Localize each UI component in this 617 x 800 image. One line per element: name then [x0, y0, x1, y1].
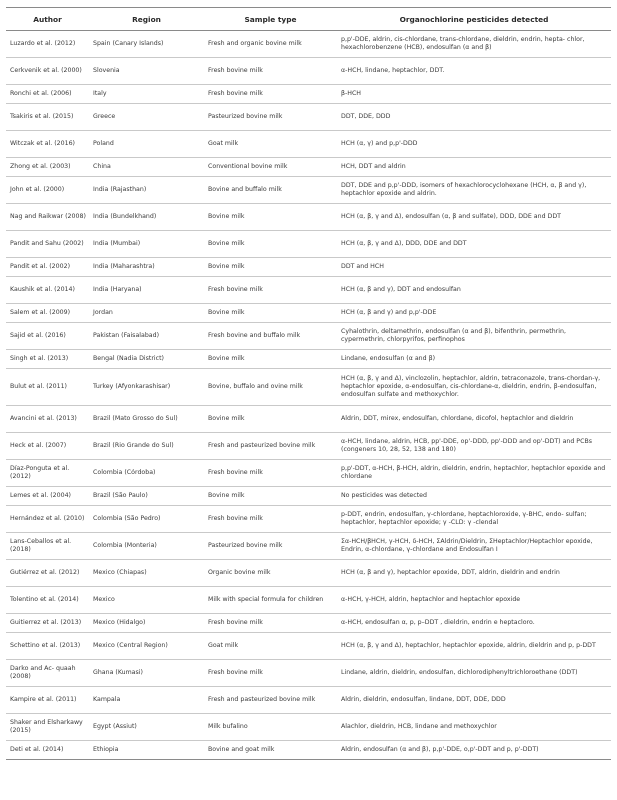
row-region: Slovenia	[89, 58, 204, 85]
row-region: Poland	[89, 131, 204, 158]
row-author: Bulut et al. (2011)	[6, 369, 89, 406]
row-sample-type: Bovine milk	[204, 487, 337, 506]
table-row	[6, 369, 611, 406]
row-region: India (Bundelkhand)	[89, 204, 204, 231]
row-author: Pandit and Sahu (2002)	[6, 231, 89, 258]
row-pesticides: β-HCH	[337, 85, 611, 104]
row-author: Schettino et al. (2013)	[6, 633, 89, 660]
table-row	[6, 506, 611, 533]
table-body	[6, 31, 611, 760]
row-author: Lans-Ceballos et al. (2018)	[6, 533, 89, 560]
table-row	[6, 304, 611, 323]
table-row	[6, 350, 611, 369]
row-sample-type: Fresh and organic bovine milk	[204, 31, 337, 58]
row-pesticides: HCH (α, γ) and p,p'-DDD	[337, 131, 611, 158]
row-region: China	[89, 158, 204, 177]
row-region: Ghana (Kumasi)	[89, 660, 204, 687]
row-author: Ronchi et al. (2006)	[6, 85, 89, 104]
row-author: Sajid et al. (2016)	[6, 323, 89, 350]
table-row	[6, 741, 611, 760]
row-region: Mexico	[89, 587, 204, 614]
row-pesticides: Aldrin, endosulfan (α and β), p,p'-DDE, o,p'-DDT and p, p'-DDT)	[337, 741, 611, 760]
row-pesticides: HCH (α, β and γ), DDT and endosulfan	[337, 277, 611, 304]
row-sample-type: Conventional bovine milk	[204, 158, 337, 177]
table-row	[6, 533, 611, 560]
row-author: Gutiérrez et al. (2012)	[6, 560, 89, 587]
row-region: Greece	[89, 104, 204, 131]
row-sample-type: Fresh bovine milk	[204, 660, 337, 687]
row-author: Kaushik et al. (2014)	[6, 277, 89, 304]
row-author: Lemes et al. (2004)	[6, 487, 89, 506]
row-region: India (Rajasthan)	[89, 177, 204, 204]
table-row	[6, 158, 611, 177]
row-sample-type: Milk bufalino	[204, 714, 337, 741]
row-author: Witczak et al. (2016)	[6, 131, 89, 158]
row-region: Brazil (São Paulo)	[89, 487, 204, 506]
row-pesticides: Σα-HCH/βHCH, γ-HCH, δ-HCH, ΣAldrin/Dieldrin, ΣHeptachlor/Heptachlor epoxide, Endrin, α-chlordane, γ-chlordane and Endosulfan I	[337, 533, 611, 560]
table-row	[6, 660, 611, 687]
row-sample-type: Bovine milk	[204, 406, 337, 433]
header-region: Region	[89, 8, 204, 31]
row-author: Tsakiris et al. (2015)	[6, 104, 89, 131]
table-row	[6, 614, 611, 633]
row-pesticides: α-HCH, lindane, heptachlor, DDT.	[337, 58, 611, 85]
row-author: Tolentino et al. (2014)	[6, 587, 89, 614]
row-region: Colombia (Córdoba)	[89, 460, 204, 487]
row-sample-type: Pasteurized bovine milk	[204, 104, 337, 131]
row-sample-type: Bovine and buffalo milk	[204, 177, 337, 204]
row-sample-type: Fresh bovine and buffalo milk	[204, 323, 337, 350]
row-pesticides: p-DDT, endrin, endosulfan, γ-chlordane, heptachloroxide, γ-BHC, endo- sulfan; heptachlor, heptachlor epoxide; γ -CLD: γ -clendal	[337, 506, 611, 533]
table-row	[6, 31, 611, 58]
row-region: India (Maharashtra)	[89, 258, 204, 277]
header-row	[6, 8, 611, 31]
row-region: Brazil (Mato Grosso do Sul)	[89, 406, 204, 433]
table-row	[6, 433, 611, 460]
row-pesticides: Aldrin, dieldrin, endosulfan, lindane, DDT, DDE, DDD	[337, 687, 611, 714]
row-pesticides: DDT and HCH	[337, 258, 611, 277]
row-sample-type: Fresh bovine milk	[204, 460, 337, 487]
row-sample-type: Bovine milk	[204, 204, 337, 231]
row-pesticides: No pesticides was detected	[337, 487, 611, 506]
row-sample-type: Milk with special formula for children	[204, 587, 337, 614]
row-author: Luzardo et al. (2012)	[6, 31, 89, 58]
row-region: Pakistan (Faisalabad)	[89, 323, 204, 350]
row-pesticides: α-HCH, γ-HCH, aldrin, heptachlor and heptachlor epoxide	[337, 587, 611, 614]
row-pesticides: HCH (α, β, γ and Δ), heptachlor, heptachlor epoxide, aldrin, dieldrin and p, p-DDT	[337, 633, 611, 660]
row-pesticides: Lindane, endosulfan (α and β)	[337, 350, 611, 369]
row-sample-type: Fresh bovine milk	[204, 58, 337, 85]
table-row	[6, 85, 611, 104]
row-region: Jordan	[89, 304, 204, 323]
header-pesticides: Organochlorine pesticides detected	[337, 8, 611, 31]
row-pesticides: DDT, DDE, DDD	[337, 104, 611, 131]
row-region: Egypt (Assiut)	[89, 714, 204, 741]
table-row	[6, 104, 611, 131]
row-pesticides: HCH (α, β, γ and Δ), DDD, DDE and DDT	[337, 231, 611, 258]
row-sample-type: Fresh bovine milk	[204, 506, 337, 533]
row-author: Díaz-Ponguta et al. (2012)	[6, 460, 89, 487]
row-region: Mexico (Hidalgo)	[89, 614, 204, 633]
row-author: Pandit et al. (2002)	[6, 258, 89, 277]
table-row	[6, 58, 611, 85]
row-author: Darko and Ac- quaah (2008)	[6, 660, 89, 687]
table-row	[6, 633, 611, 660]
row-author: Kampire et al. (2011)	[6, 687, 89, 714]
row-sample-type: Goat milk	[204, 131, 337, 158]
table-row	[6, 204, 611, 231]
row-sample-type: Fresh bovine milk	[204, 277, 337, 304]
row-pesticides: HCH (α, β and γ), heptachlor epoxide, DDT, aldrin, dieldrin and endrin	[337, 560, 611, 587]
table-row	[6, 460, 611, 487]
row-region: Italy	[89, 85, 204, 104]
row-author: Heck et al. (2007)	[6, 433, 89, 460]
row-sample-type: Pasteurized bovine milk	[204, 533, 337, 560]
row-sample-type: Fresh bovine milk	[204, 614, 337, 633]
row-pesticides: Cyhalothrin, deltamethrin, endosulfan (α and β), bifenthrin, permethrin, cypermethrin, chlorpyrifos, perfinophos	[337, 323, 611, 350]
row-sample-type: Bovine milk	[204, 231, 337, 258]
table-row	[6, 687, 611, 714]
row-region: Colombia (Monteria)	[89, 533, 204, 560]
table-row	[6, 258, 611, 277]
row-pesticides: HCH (α, β, γ and Δ), endosulfan (α, β and sulfate), DDD, DDE and DDT	[337, 204, 611, 231]
row-region: India (Haryana)	[89, 277, 204, 304]
row-region: Turkey (Afyonkarashisar)	[89, 369, 204, 406]
table-row	[6, 131, 611, 158]
row-region: Spain (Canary Islands)	[89, 31, 204, 58]
row-author: Nag and Raikwar (2008)	[6, 204, 89, 231]
header-author: Author	[6, 8, 89, 31]
row-region: Ethiopia	[89, 741, 204, 760]
row-pesticides: α-HCH, endosulfan α, p, p–DDT , dieldrin, endrin e heptacloro.	[337, 614, 611, 633]
row-pesticides: HCH (α, β, γ and Δ), vinclozolin, heptachlor, aldrin, tetraconazole, trans-chordan-γ, heptachlor epoxide, α-endosulfan, cis-chlordane-α, dieldrin, endrin, β-endosulfan, endosulfan sulfate and methoxychlor.	[337, 369, 611, 406]
row-sample-type: Bovine milk	[204, 350, 337, 369]
table-row	[6, 560, 611, 587]
row-sample-type: Bovine milk	[204, 304, 337, 323]
row-pesticides: Alachlor, dieldrin, HCB, lindane and methoxychlor	[337, 714, 611, 741]
row-pesticides: HCH, DDT and aldrin	[337, 158, 611, 177]
row-region: Mexico (Chiapas)	[89, 560, 204, 587]
row-author: Guitierrez et al. (2013)	[6, 614, 89, 633]
table-row	[6, 487, 611, 506]
row-pesticides: α-HCH, lindane, aldrin, HCB, pp'-DDE, op'-DDD, pp'-DDD and op'-DDT) and PCBs (congeners 10, 28, 52, 138 and 180)	[337, 433, 611, 460]
row-author: John et al. (2000)	[6, 177, 89, 204]
table-row	[6, 406, 611, 433]
row-sample-type: Organic bovine milk	[204, 560, 337, 587]
row-author: Zhong et al. (2003)	[6, 158, 89, 177]
row-pesticides: Aldrin, DDT, mirex, endosulfan, chlordane, dicofol, heptachlor and dieldrin	[337, 406, 611, 433]
row-sample-type: Bovine and goat milk	[204, 741, 337, 760]
header-sample-type: Sample type	[204, 8, 337, 31]
row-region: Mexico (Central Region)	[89, 633, 204, 660]
table-row	[6, 231, 611, 258]
row-author: Avancini et al. (2013)	[6, 406, 89, 433]
row-author: Singh et al. (2013)	[6, 350, 89, 369]
table-row	[6, 714, 611, 741]
row-author: Salem et al. (2009)	[6, 304, 89, 323]
row-author: Hernández et al. (2010)	[6, 506, 89, 533]
row-region: Brazil (Rio Grande do Sul)	[89, 433, 204, 460]
row-pesticides: p,p'-DDT, α-HCH, β-HCH, aldrin, dieldrin, endrin, heptachlor, heptachlor epoxide and chlordane	[337, 460, 611, 487]
row-author: Deti et al. (2014)	[6, 741, 89, 760]
row-author: Shaker and Elsharkawy (2015)	[6, 714, 89, 741]
row-pesticides: HCH (α, β and γ) and p,p'-DDE	[337, 304, 611, 323]
row-sample-type: Bovine, buffalo and ovine milk	[204, 369, 337, 406]
row-sample-type: Fresh and pasteurized bovine milk	[204, 687, 337, 714]
row-sample-type: Bovine milk	[204, 258, 337, 277]
row-pesticides: Lindane, aldrin, dieldrin, endosulfan, dichlorodiphenyltrichloroethane (DDT)	[337, 660, 611, 687]
table-row	[6, 177, 611, 204]
row-author: Cerkvenik et al. (2000)	[6, 58, 89, 85]
row-pesticides: DDT, DDE and p,p'-DDD, isomers of hexachlorocyclohexane (HCH, α, β and γ), heptachlor epoxide and aldrin.	[337, 177, 611, 204]
row-sample-type: Goat milk	[204, 633, 337, 660]
row-region: Kampala	[89, 687, 204, 714]
table-row	[6, 587, 611, 614]
row-region: Bengal (Nadia District)	[89, 350, 204, 369]
table-row	[6, 277, 611, 304]
pesticides-table	[6, 7, 611, 760]
row-region: Colombia (São Pedro)	[89, 506, 204, 533]
row-sample-type: Fresh and pasteurized bovine milk	[204, 433, 337, 460]
table-row	[6, 323, 611, 350]
row-sample-type: Fresh bovine milk	[204, 85, 337, 104]
row-region: India (Mumbai)	[89, 231, 204, 258]
row-pesticides: p,p'-DDE, aldrin, cis-chlordane, trans-chlordane, dieldrin, endrin, hepta- chlor, hexachlorobenzene (HCB), endosulfan (α and β)	[337, 31, 611, 58]
